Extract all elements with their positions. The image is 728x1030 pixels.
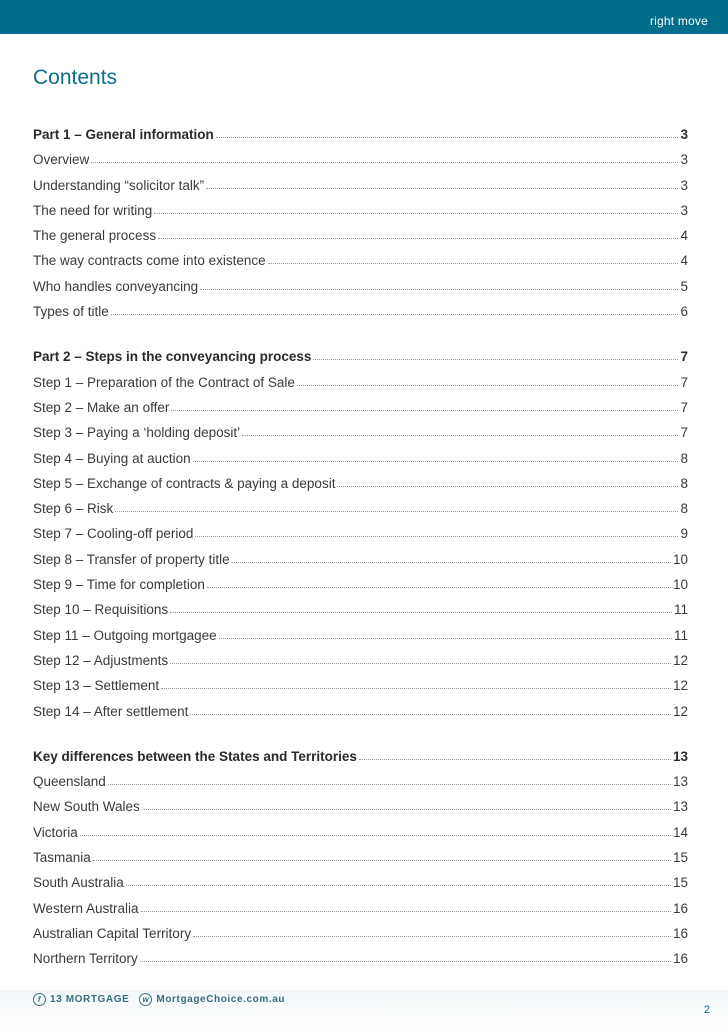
dot-leader	[171, 409, 678, 411]
toc-entry-page: 8	[680, 450, 688, 466]
toc-entry-page: 16	[672, 900, 688, 916]
toc-entry-page: 7	[680, 399, 688, 415]
toc-entry[interactable]	[33, 151, 688, 176]
toc-entry[interactable]	[33, 475, 688, 500]
dot-leader	[170, 611, 672, 613]
toc-entry[interactable]	[33, 525, 688, 550]
dot-leader	[80, 834, 671, 836]
toc-entry-page: 3	[680, 127, 688, 142]
toc-entry-page: 11	[673, 627, 688, 643]
dot-leader	[216, 136, 678, 138]
toc-entry-label: Types of title	[33, 304, 109, 320]
toc-entry-page: 9	[680, 526, 688, 542]
toc-entry[interactable]	[33, 177, 688, 202]
toc-entry[interactable]	[33, 627, 688, 652]
toc-entry[interactable]	[33, 601, 688, 626]
toc-entry[interactable]	[33, 677, 688, 702]
toc-entry-label: Queensland	[33, 774, 106, 790]
toc-entry[interactable]	[33, 773, 688, 798]
toc-entry-page: 7	[680, 425, 688, 441]
toc-entry[interactable]	[33, 849, 688, 874]
dot-leader	[232, 561, 671, 563]
toc-entry-label: The need for writing	[33, 202, 153, 218]
web-logo-text: MortgageChoice.com.au	[156, 994, 286, 1005]
phone-logo	[33, 993, 129, 1006]
toc-entry[interactable]	[33, 576, 688, 601]
dot-leader	[190, 713, 671, 715]
toc-entry-page: 15	[672, 875, 688, 891]
toc-entry-label: Step 9 – Time for completion	[33, 577, 205, 593]
toc-entry-page: 12	[672, 703, 688, 719]
toc-heading-entry[interactable]	[33, 748, 688, 773]
toc-entry-label: Key differences between the States and Territories	[33, 748, 357, 764]
toc-entry[interactable]	[33, 424, 688, 449]
web-logo-icon: w	[139, 993, 152, 1006]
toc-entry-page: 16	[672, 925, 688, 941]
toc-entry[interactable]	[33, 500, 688, 525]
toc-entry-label: The way contracts come into existence	[33, 253, 266, 269]
dot-leader	[200, 288, 678, 290]
dot-leader	[242, 434, 678, 436]
toc-entry-page: 16	[672, 951, 688, 967]
toc-entry-page: 15	[672, 850, 688, 866]
dot-leader	[108, 783, 671, 785]
toc-entry-label: South Australia	[33, 875, 124, 891]
toc-entry-page: 13	[672, 774, 688, 790]
toc-entry-label: Step 14 – After settlement	[33, 703, 189, 719]
toc-entry-page: 10	[672, 551, 688, 567]
toc-entry-label: Step 11 – Outgoing mortgagee	[33, 627, 217, 643]
toc-entry-label: Step 10 – Requisitions	[33, 602, 169, 618]
toc-entry[interactable]	[33, 874, 688, 899]
toc-entry-page: 12	[672, 678, 688, 694]
toc-entry-page: 4	[680, 253, 688, 269]
toc-entry-label: Step 12 – Adjustments	[33, 652, 169, 668]
toc-entry-page: 8	[680, 501, 688, 517]
phone-logo-icon: f	[33, 993, 46, 1006]
toc-entry-label: Part 2 – Steps in the conveyancing process	[33, 349, 312, 365]
toc-entry-label: Western Australia	[33, 900, 139, 916]
page-title: Contents	[33, 66, 118, 89]
toc-entry-label: Step 6 – Risk	[33, 501, 114, 517]
toc-entry[interactable]	[33, 551, 688, 576]
dot-leader	[154, 212, 678, 214]
dot-leader	[206, 187, 678, 189]
toc-section	[33, 748, 688, 976]
toc-entry-page: 3	[680, 152, 688, 168]
dot-leader	[359, 758, 671, 760]
toc-entry-page: 6	[680, 304, 688, 320]
toc-entry-page: 7	[680, 374, 688, 390]
dot-leader	[161, 687, 671, 689]
toc-entry[interactable]	[33, 703, 688, 728]
toc-section	[33, 348, 688, 727]
toc-entry-page: 13	[672, 748, 688, 764]
toc-entry-page: 12	[672, 652, 688, 668]
dot-leader	[313, 358, 678, 360]
toc-entry[interactable]	[33, 925, 688, 950]
toc-heading-entry[interactable]	[33, 348, 688, 373]
dot-leader	[207, 586, 671, 588]
toc-entry-page: 3	[680, 177, 688, 193]
toc-entry-label: The general process	[33, 228, 157, 244]
toc-entry-label: Tasmania	[33, 850, 91, 866]
toc-entry[interactable]	[33, 399, 688, 424]
toc-entry[interactable]	[33, 252, 688, 277]
toc-entry-label: Step 13 – Settlement	[33, 678, 160, 694]
toc-entry-label: Step 3 – Paying a ‘holding deposit’	[33, 425, 241, 441]
toc-entry[interactable]	[33, 278, 688, 303]
dot-leader	[91, 161, 678, 163]
dot-leader	[140, 960, 671, 962]
dot-leader	[126, 884, 671, 886]
header-bar	[0, 0, 728, 34]
dot-leader	[268, 262, 678, 264]
toc-entry[interactable]	[33, 374, 688, 399]
phone-logo-text: 13 MORTGAGE	[50, 994, 130, 1005]
dot-leader	[111, 313, 678, 315]
toc-entry-label: New South Wales	[33, 799, 140, 815]
footer-logos	[33, 993, 285, 1006]
toc-entry-page: 10	[672, 577, 688, 593]
dot-leader	[297, 384, 678, 386]
toc-entry-label: Step 4 – Buying at auction	[33, 450, 191, 466]
toc-entry-label: Step 8 – Transfer of property title	[33, 551, 230, 567]
toc-entry-page: 5	[680, 278, 688, 294]
page-number: 2	[703, 1004, 710, 1016]
dot-leader	[195, 535, 678, 537]
dot-leader	[158, 237, 678, 239]
toc-entry-label: Step 2 – Make an offer	[33, 399, 170, 415]
dot-leader	[141, 910, 671, 912]
toc-entry-label: Step 7 – Cooling-off period	[33, 526, 194, 542]
toc-entry-label: Victoria	[33, 824, 78, 840]
toc-entry-label: Who handles conveyancing	[33, 278, 199, 294]
toc-entry[interactable]	[33, 824, 688, 849]
dot-leader	[219, 637, 672, 639]
dot-leader	[93, 859, 671, 861]
toc-entry[interactable]	[33, 798, 688, 823]
dot-leader	[170, 662, 671, 664]
toc-entry-page: 14	[672, 824, 688, 840]
toc-entry[interactable]	[33, 450, 688, 475]
toc-heading-entry[interactable]	[33, 126, 688, 151]
toc-entry-page: 11	[673, 602, 688, 618]
toc-entry-page: 7	[680, 349, 688, 365]
toc-entry[interactable]	[33, 303, 688, 328]
dot-leader	[337, 485, 678, 487]
toc-entry-label: Step 5 – Exchange of contracts & paying a deposit	[33, 475, 336, 491]
toc-entry[interactable]	[33, 227, 688, 252]
dot-leader	[193, 935, 671, 937]
toc-entry-page: 4	[680, 228, 688, 244]
web-logo	[139, 993, 285, 1006]
toc-entry-page: 8	[680, 475, 688, 491]
toc-entry-label: Understanding “solicitor talk”	[33, 177, 205, 193]
toc-entry[interactable]	[33, 900, 688, 925]
toc-entry-label: Australian Capital Territory	[33, 925, 192, 941]
toc-entry-label: Overview	[33, 152, 90, 168]
section-gap	[33, 728, 688, 748]
dot-leader	[193, 460, 678, 462]
toc-section	[33, 126, 688, 328]
brand-label: right move	[649, 14, 708, 28]
dot-leader	[115, 510, 678, 512]
table-of-contents	[33, 126, 688, 976]
section-gap	[33, 328, 688, 348]
toc-entry[interactable]	[33, 652, 688, 677]
toc-entry-label: Part 1 – General information	[33, 127, 214, 142]
toc-entry-label: Step 1 – Preparation of the Contract of Sale	[33, 374, 295, 390]
toc-entry[interactable]	[33, 950, 688, 975]
toc-entry-label: Northern Territory	[33, 951, 138, 967]
toc-entry[interactable]	[33, 202, 688, 227]
dot-leader	[142, 808, 671, 810]
toc-entry-page: 13	[672, 799, 688, 815]
toc-entry-page: 3	[680, 202, 688, 218]
